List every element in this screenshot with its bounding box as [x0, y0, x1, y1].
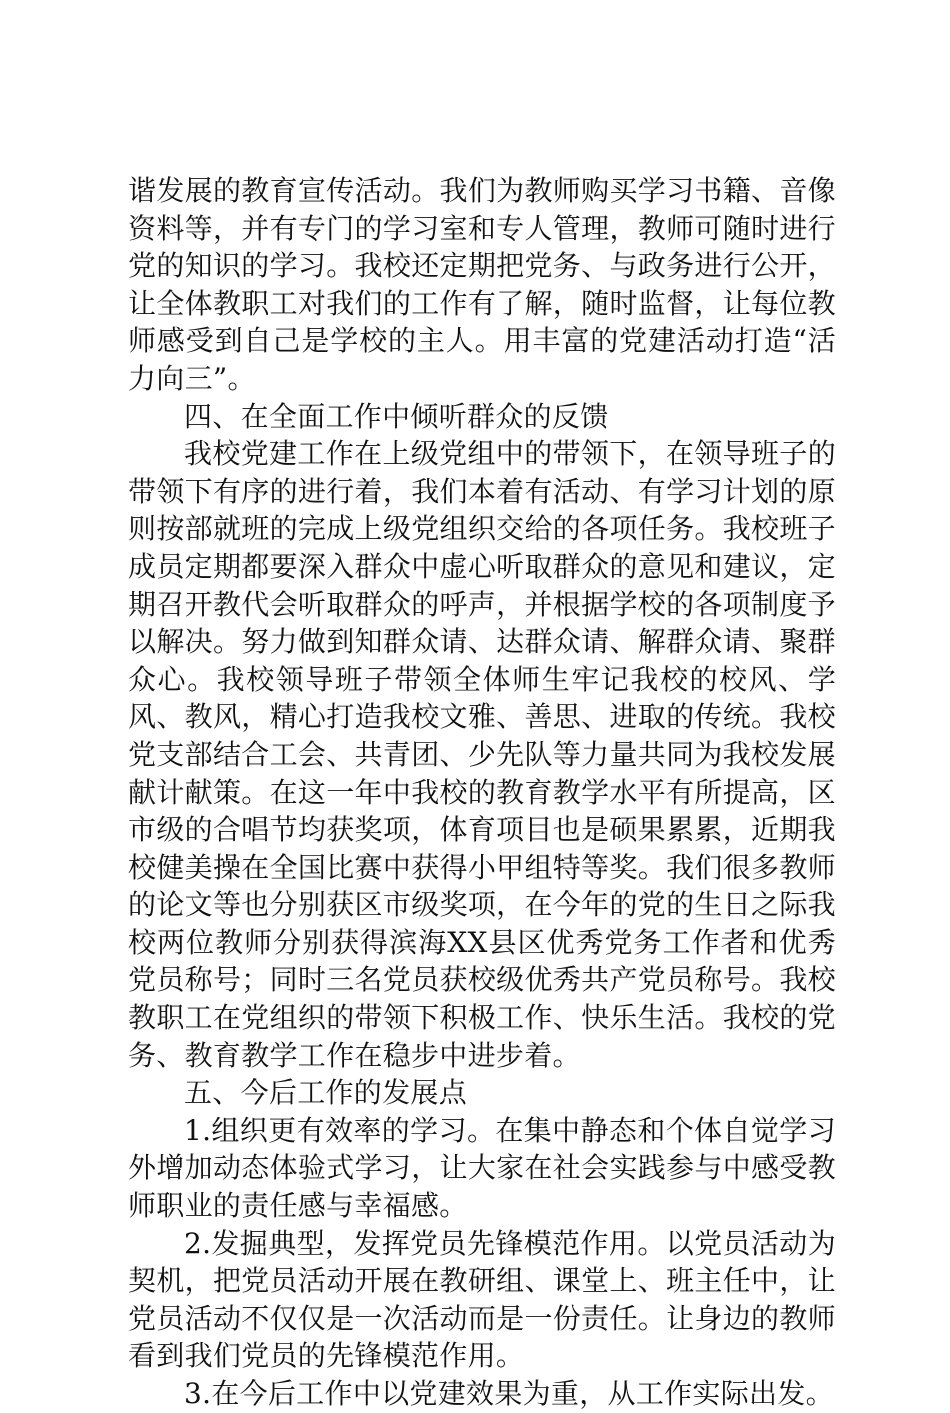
- section-heading-5: 五、今后工作的发展点: [184, 1076, 468, 1110]
- list-item-2: 2.发掘典型，发挥党员先锋模范作用。以党员活动为契机，把党员活动开展在教研组、课堂上、班主任中，让党员活动不仅仅是一次活动而是一份责任。让身边的教师看到我们党员的先锋模范作用。: [128, 1226, 836, 1373]
- section-heading-4: 四、在全面工作中倾听群众的反馈: [184, 399, 609, 433]
- list-item-1: 1.组织更有效率的学习。在集中静态和个体自觉学习外增加动态体验式学习，让大家在社会实践参与中感受教师职业的责任感与幸福感。: [128, 1113, 836, 1223]
- paragraph-section-4: 我校党建工作在上级党组中的带领下，在领导班子的带领下有序的进行着，我们本着有活动、有学习计划的原则按部就班的完成上级党组织交给的各项任务。我校班子成员定期都要深入群众中虚心听取群众的意见和建议，定期召开教代会听取群众的呼声，并根据学校的各项制度予以解决。努力做到知群众请、达群众请、解群众请、聚群众心。我校领导班子带领全体师生牢记我校的校风、学风、教风，精心打造我校文雅、善思、进取的传统。我校党支部结合工会、共青团、少先队等力量共同为我校发展献计献策。在这一年中我校的教育教学水平有所提高，区市级的合唱节均获奖项，体育项目也是硕果累累，近期我校健美操在全国比赛中获得小甲组特等奖。我们很多教师的论文等也分别获区市级奖项，在今年的党的生日之际我校两位教师分别获得滨海XX县区优秀党务工作者和优秀党员称号；同时三名党员获校级优秀共产党员称号。我校教职工在党组织的带领下积极工作、快乐生活。我校的党务、教育教学工作在稳步中进步着。: [128, 437, 836, 1072]
- document-body: [128, 172, 836, 1413]
- list-item-3: 3.在今后工作中以党建效果为重，从工作实际出发。: [184, 1377, 834, 1410]
- paragraph-continued-intro: 谐发展的教育宣传活动。我们为教师购买学习书籍、音像资料等，并有专门的学习室和专人管理，教师可随时进行党的知识的学习。我校还定期把党务、与政务进行公开，让全体教职工对我们的工作有了解，随时监督，让每位教师感受到自己是学校的主人。用丰富的党建活动打造“活力向三”。: [128, 174, 836, 395]
